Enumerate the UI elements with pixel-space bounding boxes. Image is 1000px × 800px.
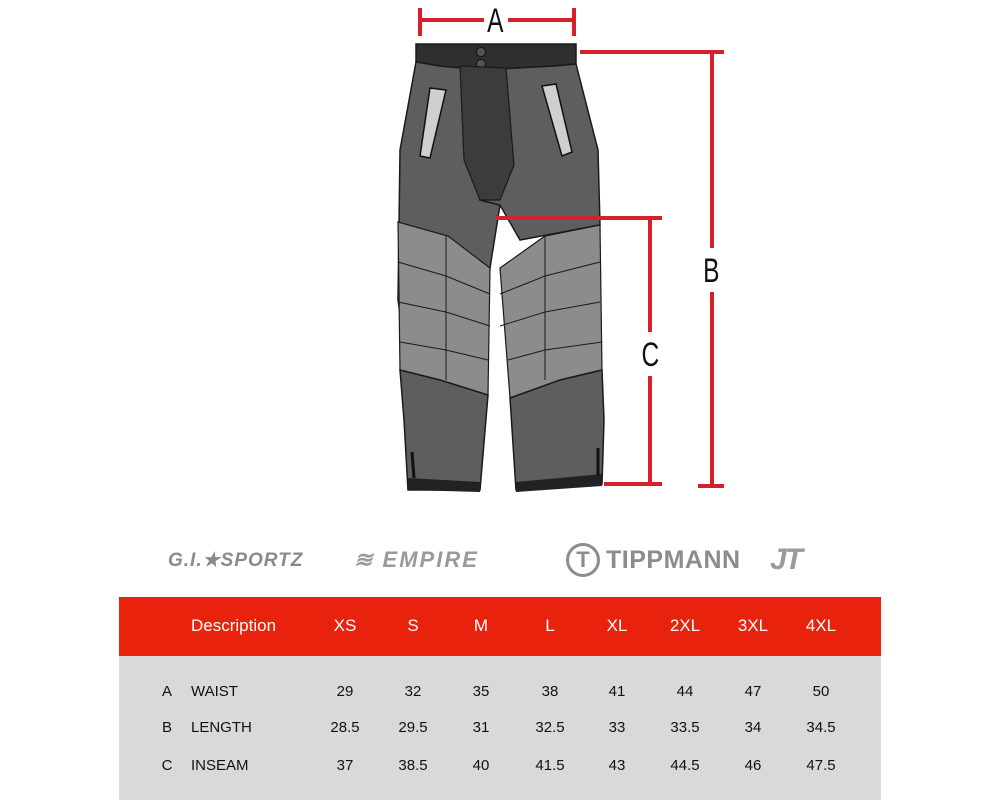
table-cell: 34.5 [806, 719, 836, 736]
header-description: Description [191, 616, 277, 635]
header-size-m: M [473, 616, 489, 635]
right-knee-panel [500, 225, 602, 398]
table-cell: 38 [541, 683, 559, 700]
row-name: LENGTH [191, 719, 252, 736]
row-name: WAIST [191, 683, 238, 700]
jt-logo-text: JT [770, 543, 802, 576]
table-cell: 43 [608, 757, 626, 774]
header-size-xs: XS [333, 616, 357, 635]
table-cell: 44 [676, 683, 694, 700]
table-cell: 50 [812, 683, 830, 700]
header-size-3xl: 3XL [737, 616, 769, 635]
header-size-2xl: 2XL [669, 616, 701, 635]
table-cell: 28.5 [330, 719, 360, 736]
table-cell: 33.5 [670, 719, 700, 736]
row-key: B [161, 719, 173, 736]
table-cell: 31 [472, 719, 490, 736]
table-cell: 46 [744, 757, 762, 774]
table-cell: 40 [472, 757, 490, 774]
header-size-4xl: 4XL [805, 616, 837, 635]
table-cell: 47.5 [806, 757, 836, 774]
table-cell: 41.5 [535, 757, 565, 774]
left-hem-zipper [412, 452, 414, 478]
empire-logo-text: ≋ EMPIRE [354, 547, 479, 572]
size-chart-table [119, 597, 881, 800]
table-cell: 32.5 [535, 719, 565, 736]
table-cell: 47 [744, 683, 762, 700]
gi-sportz-logo [168, 535, 303, 585]
gi-sportz-logo-text: G.I.★SPORTZ [168, 549, 304, 571]
row-key: C [161, 757, 173, 774]
tippmann-logo-text: TIPPMANN [606, 545, 741, 574]
table-cell: 33 [608, 719, 626, 736]
tippmann-mark-icon: T [566, 543, 600, 577]
row-name: INSEAM [191, 757, 249, 774]
header-size-xl: XL [606, 616, 628, 635]
dimension-a-label: A [487, 2, 504, 40]
table-cell: 32 [404, 683, 422, 700]
table-cell: 38.5 [398, 757, 428, 774]
table-cell: 44.5 [670, 757, 700, 774]
button-top [477, 48, 486, 57]
dimension-c-label: C [641, 336, 660, 374]
table-cell: 29 [336, 683, 354, 700]
table-cell: 35 [472, 683, 490, 700]
table-cell: 29.5 [398, 719, 428, 736]
table-cell: 37 [336, 757, 354, 774]
tippmann-logo [566, 535, 741, 585]
table-body [119, 656, 881, 800]
header-size-l: L [545, 616, 555, 635]
table-cell: 41 [608, 683, 626, 700]
jt-logo [770, 535, 801, 585]
dimension-b-label: B [703, 252, 720, 290]
row-key: A [161, 683, 173, 700]
header-size-s: S [407, 616, 419, 635]
empire-logo [354, 535, 479, 585]
table-cell: 34 [744, 719, 762, 736]
table-header [119, 597, 881, 656]
brand-logos [0, 535, 1000, 585]
